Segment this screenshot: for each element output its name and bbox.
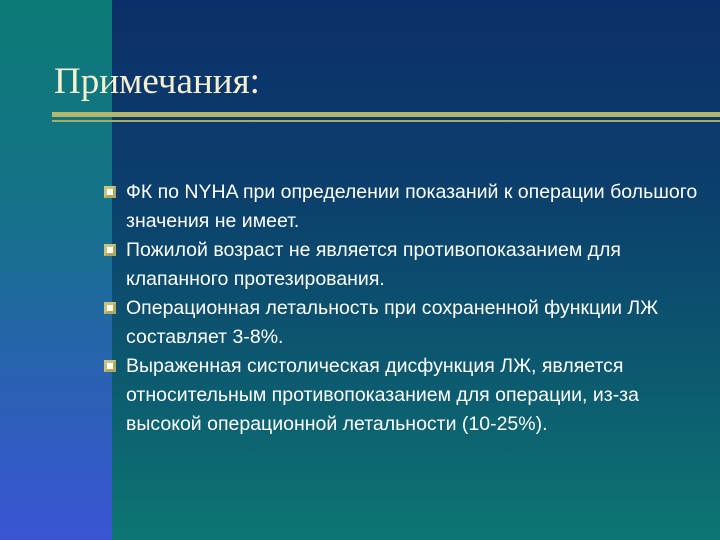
square-bullet-icon xyxy=(104,244,116,256)
bullet-text: Операционная летальность при сохраненной функции ЛЖ составляет 3-8%. xyxy=(126,297,659,348)
bullet-text: Пожилой возраст не является противопоказанием для клапанного протезирования. xyxy=(126,239,621,290)
bullet-text: ФК по NYHA при определении показаний к операции большого значения не имеет. xyxy=(126,181,698,232)
bullet-item xyxy=(104,178,704,236)
title-underline-thin xyxy=(52,120,720,122)
square-bullet-icon xyxy=(104,186,116,198)
bullet-text: Выраженная систолическая дисфункция ЛЖ, является относительным противопоказанием для операции, из-за высокой операционной летальности (10-25%). xyxy=(126,355,639,435)
title-underline-thick xyxy=(52,112,720,117)
slide-title: Примечания: xyxy=(54,61,260,102)
square-bullet-icon xyxy=(104,360,116,372)
square-bullet-icon xyxy=(104,302,116,314)
bullet-item xyxy=(104,352,704,439)
bullet-item xyxy=(104,294,704,352)
bullet-list xyxy=(104,178,704,439)
bullet-item xyxy=(104,236,704,294)
